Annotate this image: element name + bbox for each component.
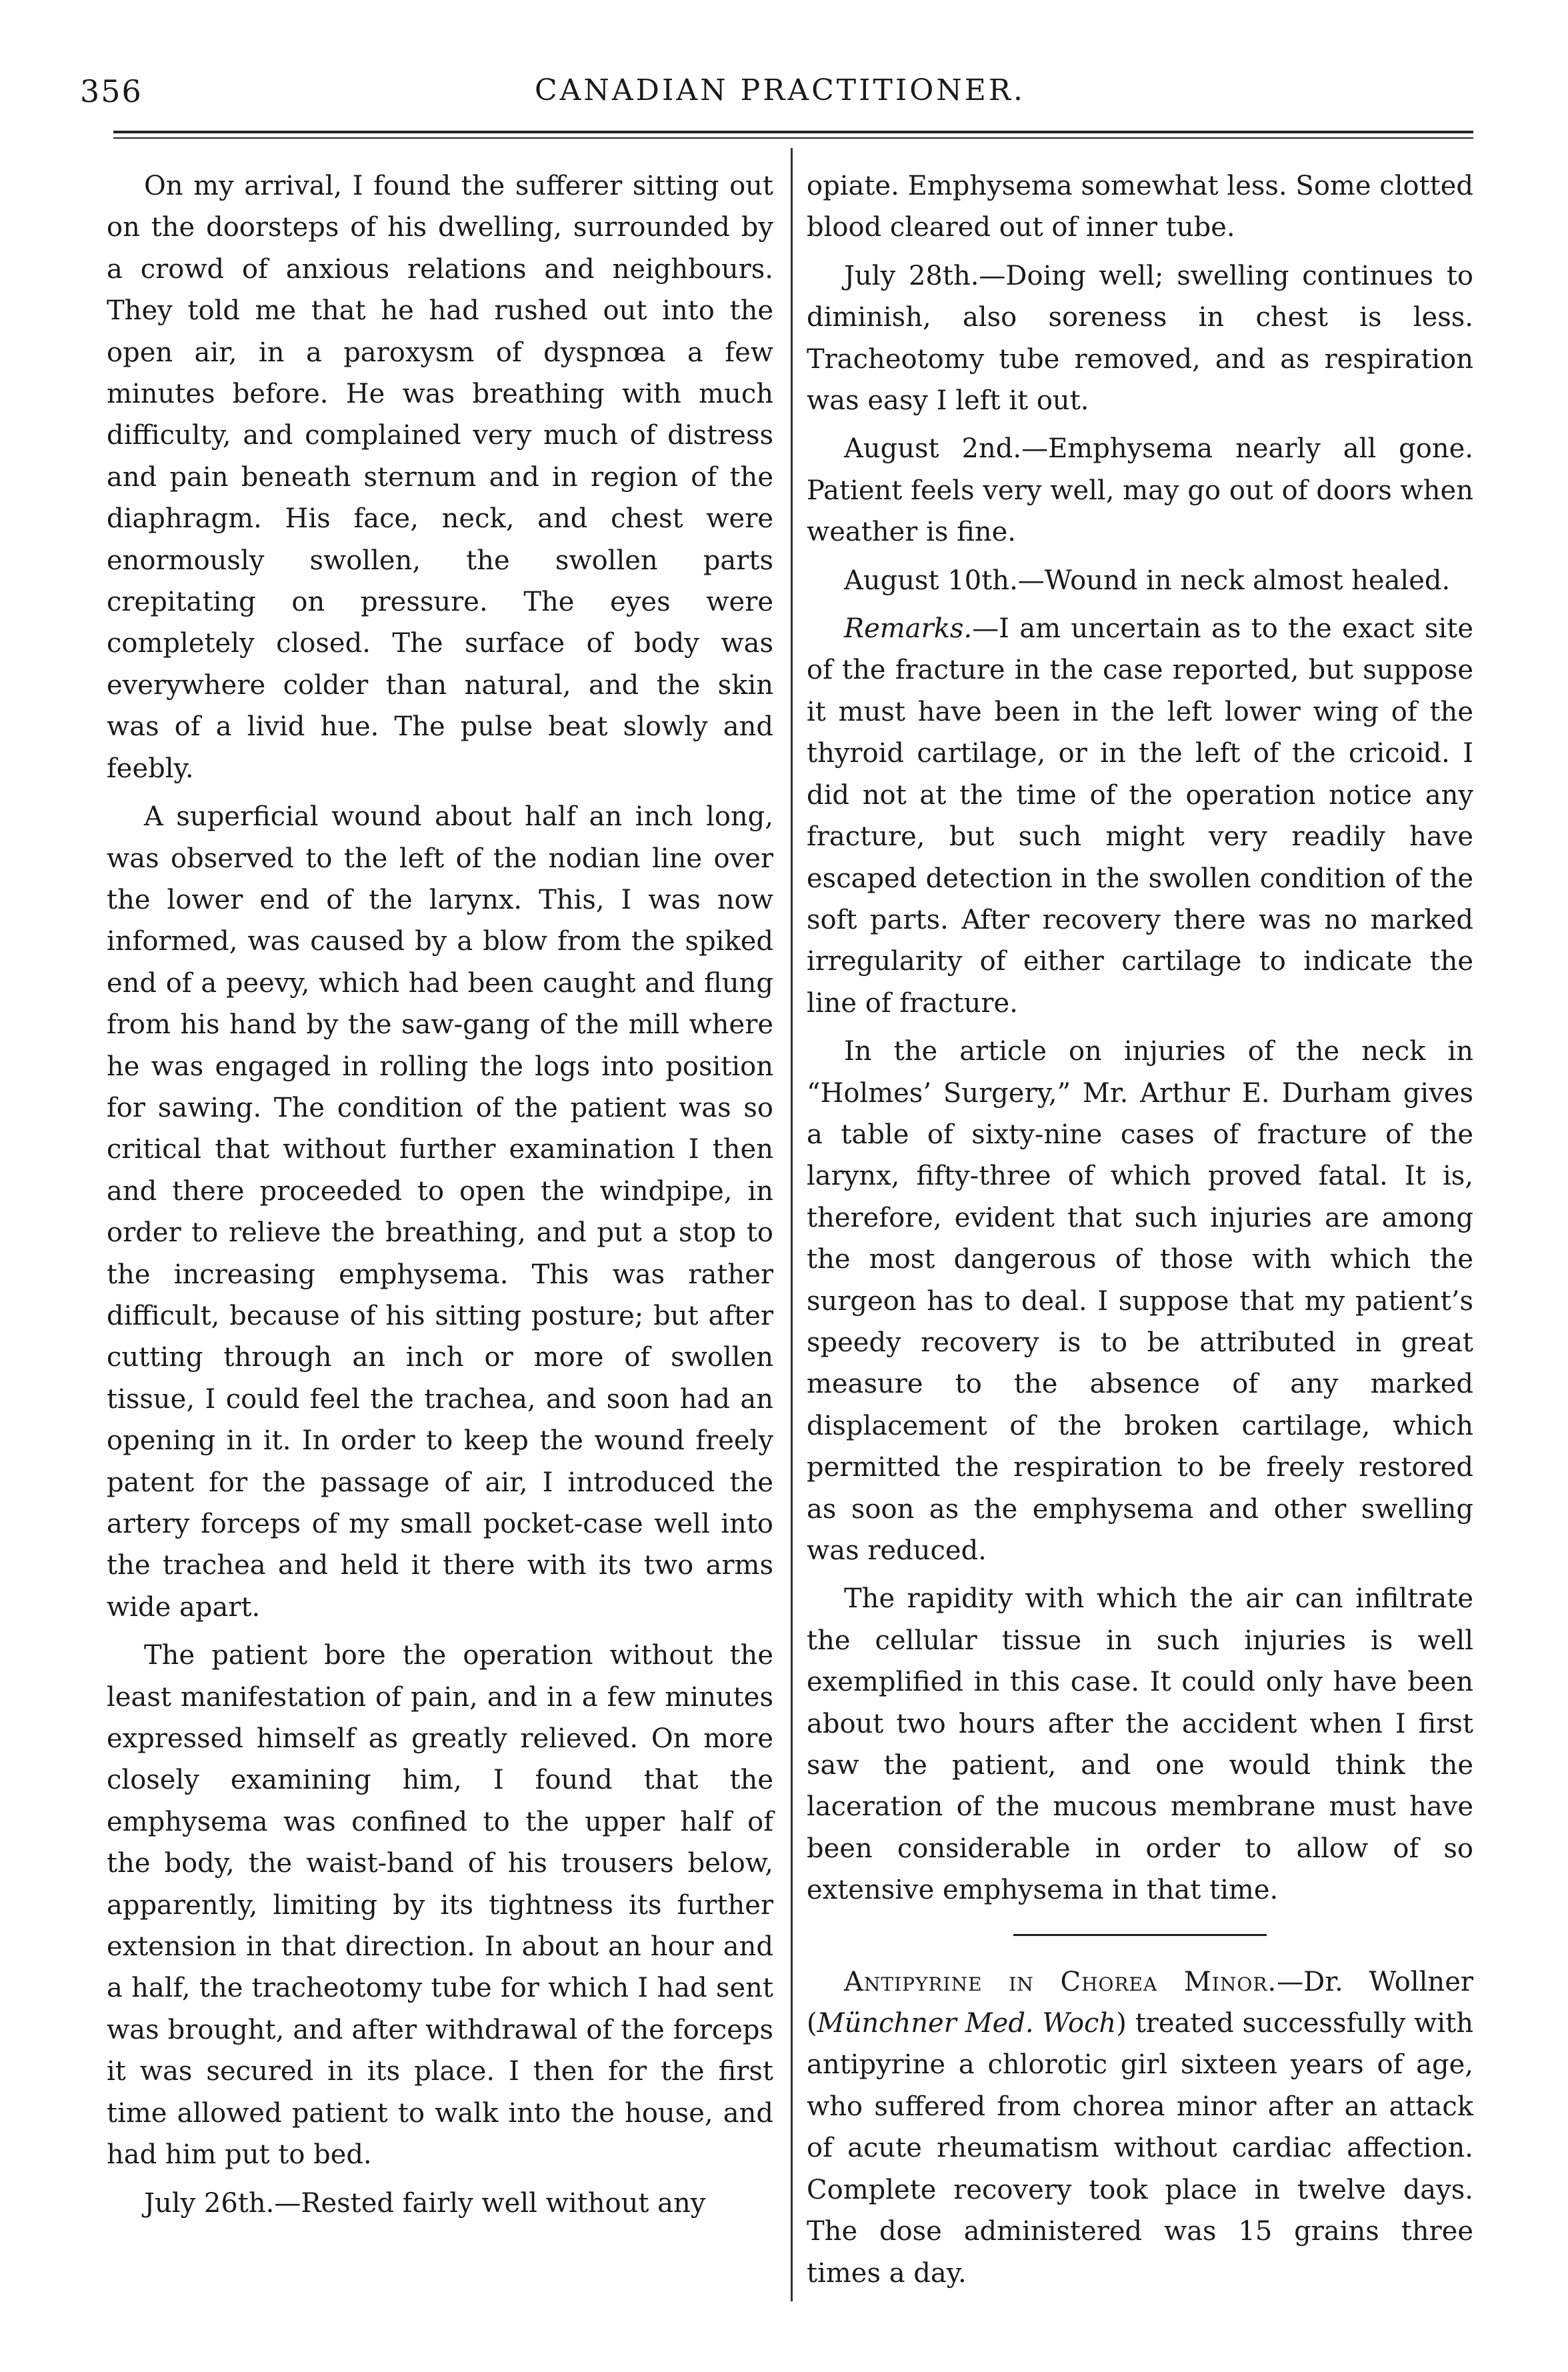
article-text-a: —Dr. Wollner ( xyxy=(807,1966,1473,2039)
section-rule xyxy=(1013,1934,1267,1936)
paragraph-august-2: August 2nd.—Emphysema nearly all gone. Patient feels very well, may go out of doors when weather is fine. xyxy=(807,433,1473,548)
article-heading: Antipyrine in Chorea Minor. xyxy=(844,1966,1277,1997)
paragraph-holmes-surgery: In the article on injuries of the neck in “Holmes’ Surgery,” Mr. Arthur E. Durham gives a table of sixty-nine cases of fracture of the larynx, fifty-three of which proved fatal. It is, therefore, evident that such injuries are among the most dangerous of those with which the surgeon has to deal. I suppose that my patient’s speedy recovery is to be attributed in great measure to the absence of any marked displacement of the broken cartilage, which permitted the respiration to be freely restored as soon as the emphysema and other swelling was reduced. xyxy=(807,1036,1473,1566)
paragraph-rapidity: The rapidity with which the air can infiltrate the cellular tissue in such injuries is well exemplified in this case. It could only have been about two hours after the accident when I first saw the patient, and one would think the laceration of the mucous membrane must have been considerable in order to allow of so extensive emphysema in that time. xyxy=(807,1583,1473,1906)
running-head xyxy=(80,73,1480,113)
article-antipyrine xyxy=(807,1961,1473,2294)
paragraph-operation: The patient bore the operation without the least manifestation of pain, and in a few minutes expressed himself as greatly relieved. On more closely examining him, I found that the emphysema was confined to the upper half of the body, the waist-band of his trousers below, apparently, limiting by its tightness its further extension in that direction. In about an hour and a half, the tracheotomy tube for which I had sent was brought, and after withdrawal of the forceps it was secured in its place. I then for the first time allowed patient to walk into the house, and had him put to bed. xyxy=(107,1640,773,2171)
remarks-text: —I am uncertain as to the exact site of the fracture in the case reported, but suppose it must have been in the left lower wing of the thyroid cartilage, or in the left of the cricoid. I did not at the time of the operation notice any fracture, but such might very readily have escaped detection in the swollen condition of the soft parts. After recovery there was no marked irregularity of either cartilage to indicate the line of fracture. xyxy=(807,613,1473,1019)
paragraph-wound: A superficial wound about half an inch long, was observed to the left of the nodian line over the lower end of the larynx. This, I was now informed, was caused by a blow from the spiked end of a peevy, which had been caught and flung from his hand by the saw-gang of the mill where he was engaged in rolling the logs into position for sawing. The condition of the patient was so critical that without further examination I then and there proceeded to open the windpipe, in order to relieve the breathing, and put a stop to the increasing emphysema. This was rather difficult, because of his sitting posture; but after cutting through an inch or more of swollen tissue, I could feel the trachea, and soon had an opening in it. In order to keep the wound freely patent for the passage of air, I introduced the artery forceps of my small pocket-case well into the trachea and held it there with its two arms wide apart. xyxy=(107,801,773,1623)
paragraph-august-10: August 10th.—Wound in neck almost healed. xyxy=(844,565,1451,596)
paragraph-remarks xyxy=(807,608,1473,1024)
paragraph-opiate: opiate. Emphysema somewhat less. Some clotted blood cleared out of inner tube. xyxy=(807,171,1473,243)
left-column xyxy=(107,165,773,2231)
paragraph-arrival: On my arrival, I found the sufferer sitting out on the doorsteps of his dwelling, surrounded by a crowd of anxious relations and neighbours. They told me that he had rushed out into the open air, in a paroxysm of dyspnœa a few minutes before. He was breathing with much difficulty, and complained very much of distress and pain beneath sternum and in region of the diaphragm. His face, neck, and chest were enormously swollen, the swollen parts crepitating on pressure. The eyes were completely closed. The surface of body was everywhere colder than natural, and the skin was of a livid hue. The pulse beat slowly and feebly. xyxy=(107,171,773,784)
paragraph-july-26: July 26th.—Rested fairly well without any xyxy=(144,2187,706,2219)
remarks-label: Remarks. xyxy=(844,613,973,645)
paragraph-july-28: July 28th.—Doing well; swelling continues to diminish, also soreness in chest is less. Tracheotomy tube removed, and as respiration was easy I left it out. xyxy=(807,260,1473,417)
page-number: 356 xyxy=(80,73,143,109)
article-source: Münchner Med. Woch xyxy=(817,2008,1117,2039)
header-rule-thin xyxy=(113,137,1473,139)
header-rule xyxy=(113,131,1473,133)
column-divider xyxy=(791,148,793,2301)
article-text-b: ) treated successfully with antipyrine a chlorotic girl sixteen years of age, who suffered from chorea minor after an attack of acute rheumatism without cardiac affection. Complete recovery took place in twelve days. The dose administered was 15 grains three times a day. xyxy=(807,2008,1473,2289)
journal-title: CANADIAN PRACTITIONER. xyxy=(534,73,1026,107)
right-column xyxy=(807,165,1473,2301)
